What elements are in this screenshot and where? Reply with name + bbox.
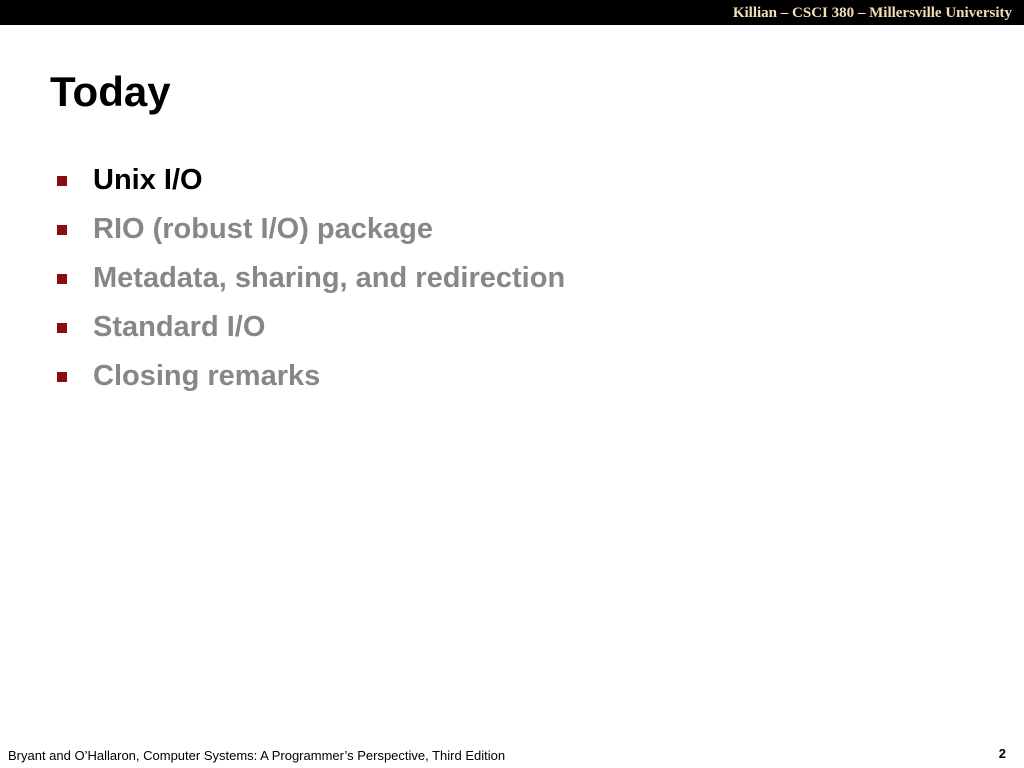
agenda-item-closing-remarks [57, 352, 565, 401]
square-bullet-icon [57, 323, 67, 333]
agenda-list [57, 156, 565, 401]
agenda-item-label: Closing remarks [93, 360, 321, 392]
agenda-item-label: Metadata, sharing, and redirection [93, 262, 566, 294]
square-bullet-icon [57, 176, 67, 186]
slide-title: Today [50, 68, 171, 115]
agenda-item-metadata-sharing-redirection [57, 254, 565, 303]
agenda-item-rio-package [57, 205, 565, 254]
agenda-item-label: Unix I/O [93, 164, 203, 196]
page-number: 2 [998, 746, 1006, 761]
agenda-item-label: RIO (robust I/O) package [93, 213, 433, 245]
agenda-item-unix-io [57, 156, 565, 205]
agenda-item-standard-io [57, 303, 565, 352]
header-bar [0, 0, 1024, 25]
square-bullet-icon [57, 225, 67, 235]
footer-citation: Bryant and O’Hallaron, Computer Systems: A Programmer’s Perspective, Third Edition [8, 748, 506, 763]
course-header-text: Killian – CSCI 380 – Millersville University [732, 5, 1012, 21]
agenda-item-label: Standard I/O [93, 311, 266, 343]
square-bullet-icon [57, 372, 67, 382]
square-bullet-icon [57, 274, 67, 284]
